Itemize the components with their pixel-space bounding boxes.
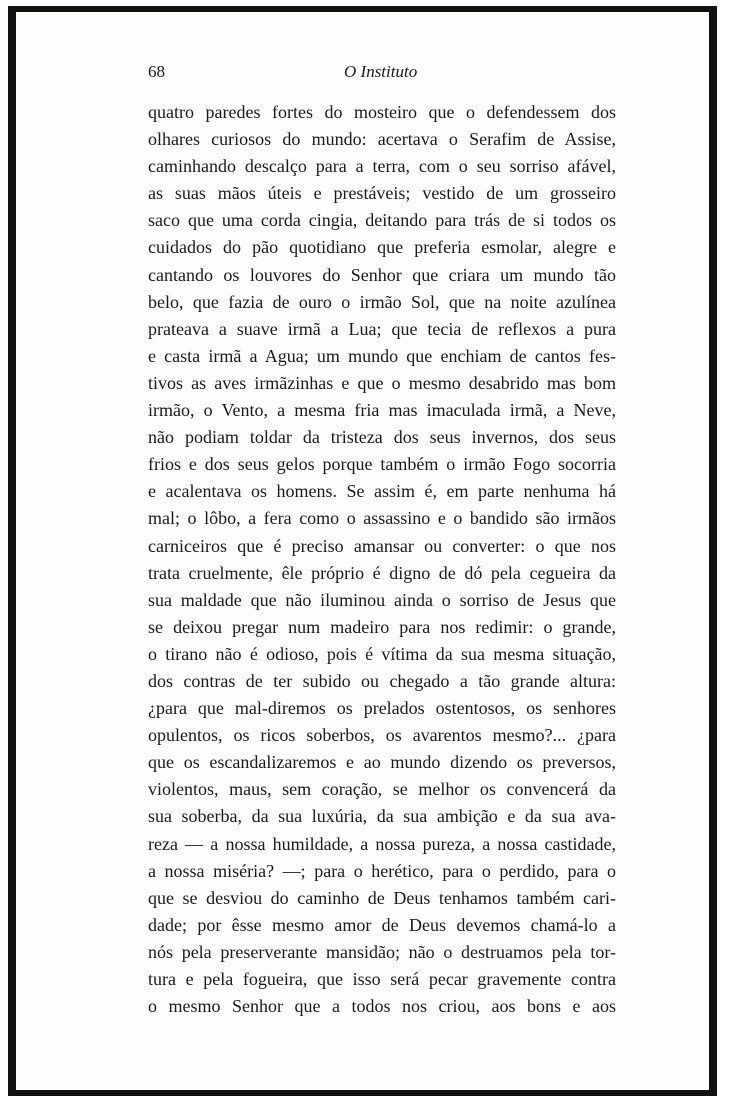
text-line: e casta irmã a Agua; um mundo que enchiam de cantos fes-	[148, 345, 616, 366]
text-line: prateava a suave irmã a Lua; que tecia de reflexos a pura	[148, 318, 616, 339]
text-line: as suas mãos úteis e prestáveis; vestido de um grosseiro	[148, 183, 616, 204]
text-line: nós pela preserverante mansidão; não o destruamos pela tor-	[148, 941, 616, 962]
text-line: a nossa miséria? —; para o herético, para o perdido, para o	[148, 860, 616, 881]
text-line: trata cruelmente, êle próprio é digno de dó pela cegueira da	[148, 562, 616, 583]
text-line: carniceiros que é preciso amansar ou converter: o que nos	[148, 535, 616, 556]
text-line: irmão, o Vento, a mesma fria mas imaculada irmã, a Neve,	[148, 400, 616, 421]
text-line: mal; o lôbo, a fera como o assassino e o bandido são irmãos	[148, 508, 616, 529]
page-number: 68	[148, 62, 165, 81]
text-line: cuidados do pão quotidiano que preferia esmolar, alegre e	[148, 237, 616, 258]
text-line: sua soberba, da sua luxúria, da sua ambição e da sua ava-	[148, 806, 616, 827]
text-line: ¿para que mal-diremos os prelados ostentosos, os senhores	[148, 698, 616, 719]
text-line: sua maldade que não iluminou ainda o sorriso de Jesus que	[148, 589, 616, 610]
page-header	[148, 62, 618, 86]
text-line: dade; por êsse mesmo amor de Deus devemos chamá-lo a	[148, 914, 616, 935]
text-line: cantando os louvores do Senhor que criara um mundo tão	[148, 264, 616, 285]
text-line: belo, que fazia de ouro o irmão Sol, que na noite azulínea	[148, 291, 616, 312]
text-line: caminhando descalço para a terra, com o seu sorriso afável,	[148, 156, 616, 177]
text-line: não podiam toldar da tristeza dos seus invernos, dos seus	[148, 427, 616, 448]
text-line: o mesmo Senhor que a todos nos criou, aos bons e aos	[148, 996, 616, 1017]
text-line: que os escandalizaremos e ao mundo dizendo os preversos,	[148, 752, 616, 773]
text-line: olhares curiosos do mundo: acertava o Serafim de Assise,	[148, 129, 616, 150]
text-line: saco que uma corda cingia, deitando para trás de si todos os	[148, 210, 616, 231]
body-text	[148, 99, 616, 1020]
text-line: se deixou pregar num madeiro para nos redimir: o grande,	[148, 616, 616, 637]
text-line: dos contras de ter subido ou chegado a tão grande altura:	[148, 670, 616, 691]
text-line: tivos as aves irmãzinhas e que o mesmo desabrido mas bom	[148, 372, 616, 393]
text-line: e acalentava os homens. Se assim é, em parte nenhuma há	[148, 481, 616, 502]
text-line: reza — a nossa humildade, a nossa pureza, a nossa castidade,	[148, 833, 616, 854]
text-line: frios e dos seus gelos porque também o irmão Fogo socorria	[148, 454, 616, 475]
text-line: tura e pela fogueira, que isso será pecar gravemente contra	[148, 969, 616, 989]
text-line: opulentos, os ricos soberbos, os avarentos mesmo?... ¿para	[148, 725, 616, 746]
text-line: quatro paredes fortes do mosteiro que o defendessem dos	[148, 102, 616, 122]
text-line: que se desviou do caminho de Deus tenhamos também cari-	[148, 887, 616, 908]
text-line: violentos, maus, sem coração, se melhor os convencerá da	[148, 779, 616, 800]
text-line: o tirano não é odioso, pois é vítima da sua mesma situação,	[148, 643, 616, 664]
running-title: O Instituto	[344, 62, 418, 81]
